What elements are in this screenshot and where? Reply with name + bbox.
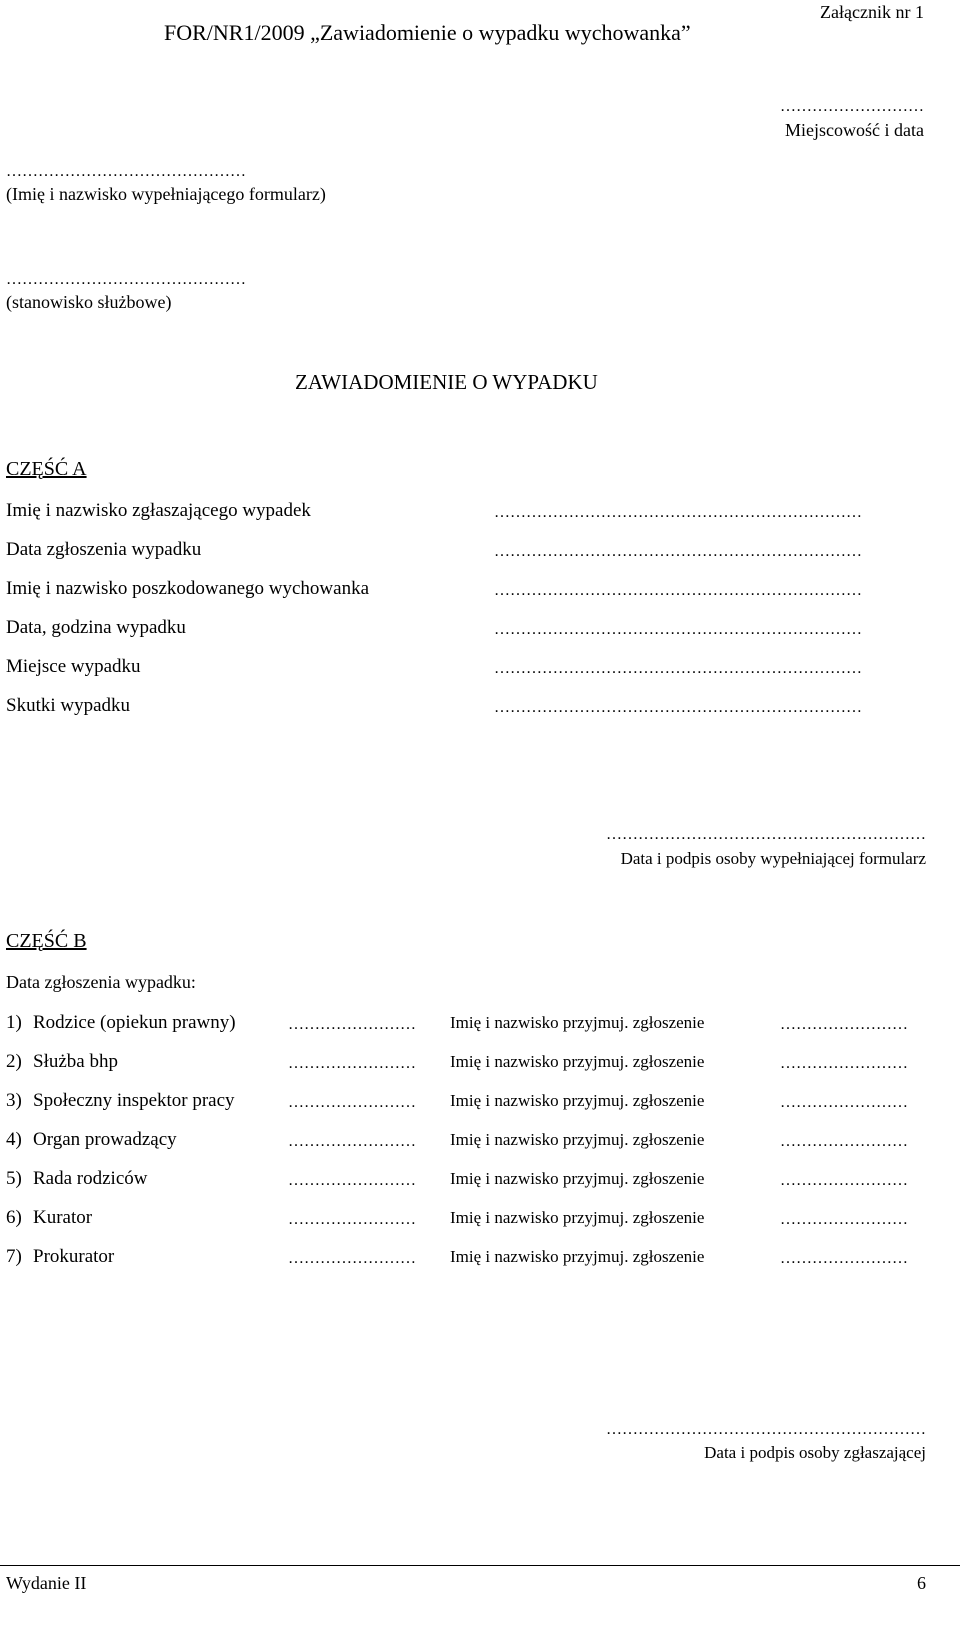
reporter-name-label: Imię i nazwisko zgłaszającego wypadek [6,500,311,521]
position-dots[interactable]: ……………………………………… [6,271,246,288]
list-item-number: 6) [6,1207,22,1228]
list-item-name: Kurator [33,1207,93,1228]
filler-name-label: (Imię i nazwisko wypełniającego formularz) [6,184,326,204]
list-item-dots[interactable]: …………………… [288,1094,416,1111]
list-item-receiver-label: Imię i nazwisko przyjmuj. zgłoszenie [450,1013,705,1032]
position-label: (stanowisko służbowe) [6,292,172,312]
accident-place-dots[interactable]: …………………………………………………………… [494,660,862,677]
list-item-receiver-dots[interactable]: …………………… [780,1016,908,1033]
reporter-name-dots[interactable]: …………………………………………………………… [494,504,862,521]
filler-name-dots[interactable]: ……………………………………… [6,163,246,180]
footer-edition: Wydanie II [6,1573,87,1593]
part-b-intro: Data zgłoszenia wypadku: [6,972,196,992]
list-item-receiver-label: Imię i nazwisko przyjmuj. zgłoszenie [450,1091,705,1110]
list-item-name: Społeczny inspektor pracy [33,1090,235,1111]
list-item-number: 7) [6,1246,22,1267]
list-item-receiver-dots[interactable]: …………………… [780,1211,908,1228]
accident-effects-dots[interactable]: …………………………………………………………… [494,699,862,716]
list-item-name: Prokurator [33,1246,115,1267]
list-item-number: 1) [6,1012,22,1033]
list-item-dots[interactable]: …………………… [288,1250,416,1267]
list-item-number: 5) [6,1168,22,1189]
list-item-name: Rada rodziców [33,1168,148,1189]
document-title: FOR/NR1/2009 „Zawiadomienie o wypadku wychowanka” [164,20,691,45]
list-item-receiver-label: Imię i nazwisko przyjmuj. zgłoszenie [450,1130,705,1149]
part-b-signature-dots[interactable]: …………………………………………………… [606,1421,926,1438]
list-item-number: 2) [6,1051,22,1072]
accident-datetime-label: Data, godzina wypadku [6,617,186,638]
list-item-name: Rodzice (opiekun prawny) [33,1012,236,1033]
footer-divider [0,1565,960,1566]
part-b-signature-label: Data i podpis osoby zgłaszającej [704,1443,926,1462]
list-item-number: 4) [6,1129,22,1150]
injured-name-label: Imię i nazwisko poszkodowanego wychowanka [6,578,370,599]
accident-datetime-dots[interactable]: …………………………………………………………… [494,621,862,638]
list-item-receiver-dots[interactable]: …………………… [780,1055,908,1072]
place-date-dots[interactable]: ……………………… [780,98,924,115]
list-item-receiver-label: Imię i nazwisko przyjmuj. zgłoszenie [450,1052,705,1071]
list-item-dots[interactable]: …………………… [288,1055,416,1072]
main-title: ZAWIADOMIENIE O WYPADKU [295,370,598,394]
page-number: 6 [917,1573,926,1593]
list-item-receiver-label: Imię i nazwisko przyjmuj. zgłoszenie [450,1247,705,1266]
part-b-heading: CZĘŚĆ B [6,930,87,952]
list-item-number: 3) [6,1090,22,1111]
list-item-receiver-dots[interactable]: …………………… [780,1172,908,1189]
place-date-label: Miejscowość i data [785,120,924,140]
list-item-name: Organ prowadzący [33,1129,177,1150]
report-date-dots[interactable]: …………………………………………………………… [494,543,862,560]
list-item-receiver-label: Imię i nazwisko przyjmuj. zgłoszenie [450,1208,705,1227]
list-item-dots[interactable]: …………………… [288,1172,416,1189]
part-a-signature-label: Data i podpis osoby wypełniającej formularz [620,849,926,868]
list-item-name: Służba bhp [33,1051,118,1072]
list-item-dots[interactable]: …………………… [288,1016,416,1033]
list-item-receiver-dots[interactable]: …………………… [780,1094,908,1111]
attachment-label: Załącznik nr 1 [820,2,924,22]
list-item-dots[interactable]: …………………… [288,1211,416,1228]
list-item-dots[interactable]: …………………… [288,1133,416,1150]
part-a-heading: CZĘŚĆ A [6,458,87,480]
part-a-signature-dots[interactable]: …………………………………………………… [606,826,926,843]
report-date-label: Data zgłoszenia wypadku [6,539,202,560]
list-item-receiver-dots[interactable]: …………………… [780,1250,908,1267]
list-item-receiver-dots[interactable]: …………………… [780,1133,908,1150]
accident-effects-label: Skutki wypadku [6,695,131,716]
accident-place-label: Miejsce wypadku [6,656,141,677]
injured-name-dots[interactable]: …………………………………………………………… [494,582,862,599]
list-item-receiver-label: Imię i nazwisko przyjmuj. zgłoszenie [450,1169,705,1188]
